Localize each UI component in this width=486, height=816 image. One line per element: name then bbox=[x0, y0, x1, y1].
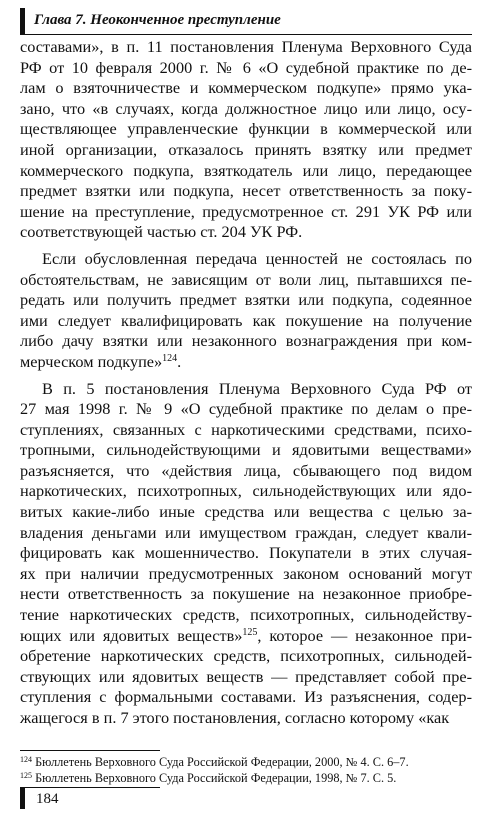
footer-marker-bar bbox=[20, 787, 25, 809]
text-line bbox=[20, 379, 472, 400]
text-line bbox=[20, 119, 472, 140]
header-marker-bar bbox=[20, 8, 25, 34]
text-line bbox=[20, 481, 472, 502]
line-text: ими следует квалифицировать как покушение на получение bbox=[20, 310, 472, 330]
line-text: либо дачу взятки или незаконного вознаграждения при ком- bbox=[20, 331, 472, 351]
line-text-after-ref: . bbox=[177, 351, 182, 371]
text-line bbox=[20, 626, 472, 647]
line-text: 27 мая 1998 г. № 9 «О судебной практике по делам о пре- bbox=[20, 399, 472, 419]
running-title: Глава 7. Неоконченное преступление bbox=[34, 12, 281, 28]
footnote bbox=[20, 754, 472, 770]
line-text: составами», в п. 11 постановления Пленума Верховного Суда bbox=[20, 37, 472, 56]
line-text: ществляющее управленческие функции в коммерческой или bbox=[20, 119, 472, 139]
text-line bbox=[20, 440, 472, 461]
line-text: разъясняется, что «действия лица, сбывающего под видом bbox=[20, 460, 472, 480]
line-text: витых какие-либо иные средства или вещества с целью за- bbox=[20, 502, 472, 522]
line-text: тение наркотических средств, психотропных, сильнодейству- bbox=[20, 605, 472, 625]
paragraph bbox=[20, 37, 472, 243]
line-text: В п. 5 постановления Пленума Верховного Суда РФ от bbox=[42, 378, 472, 398]
line-text: предмет взятки или подкупа, несет ответственность за поку- bbox=[20, 181, 472, 201]
footnote-text: Бюллетень Верховного Суда Российской Федерации, 2000, № 4. С. 6–7. bbox=[32, 755, 409, 769]
line-text: мерческом подкупе» bbox=[20, 351, 163, 371]
text-line bbox=[20, 161, 472, 182]
text-line bbox=[20, 399, 472, 420]
line-text: обстоятельствам, не зависящим от воли лиц, пытавшихся пе- bbox=[20, 269, 472, 289]
text-line bbox=[20, 270, 472, 291]
line-text: зано, что «в случаях, когда должностное лицо или лицо, осу- bbox=[20, 98, 472, 118]
footnote-number: 124 bbox=[20, 755, 32, 764]
text-line bbox=[20, 99, 472, 120]
line-text: шение на преступление, предусмотренное ст. 291 УК РФ или bbox=[20, 201, 472, 221]
line-text: ступлениях, связанных с наркотическими средствами, психо- bbox=[20, 419, 472, 439]
line-text: РФ от 10 февраля 2000 г. № 6 «О судебной практике по де- bbox=[20, 57, 472, 77]
text-line bbox=[20, 646, 472, 667]
page-footer bbox=[20, 783, 472, 809]
footnotes bbox=[20, 754, 472, 786]
line-text: ях при наличии предусмотренных законом оснований могут bbox=[20, 563, 472, 583]
text-line bbox=[20, 222, 472, 243]
line-text-after-ref: , которое — незаконное при- bbox=[257, 625, 473, 645]
line-text: тропными, сильнодействующими и ядовитыми веществами» bbox=[20, 440, 472, 460]
text-line bbox=[20, 37, 472, 58]
line-text: ющих или ядовитых веществ» bbox=[20, 625, 243, 645]
paragraph bbox=[20, 379, 472, 729]
text-line bbox=[20, 331, 472, 352]
line-text: фицировать как мошенничество. Покупатели в этих случая- bbox=[20, 543, 472, 563]
footnote-ref[interactable]: 124 bbox=[162, 352, 178, 364]
line-text: обретение наркотических средств, психотропных, сильнодей- bbox=[20, 646, 472, 666]
text-line bbox=[20, 461, 472, 482]
text-line bbox=[20, 311, 472, 332]
line-text: коммерческого подкупа, взяткодатель или лицо, передающее bbox=[20, 160, 472, 180]
book-page bbox=[20, 8, 472, 808]
text-line bbox=[20, 78, 472, 99]
text-line bbox=[20, 687, 472, 708]
text-line bbox=[20, 202, 472, 223]
text-line bbox=[20, 290, 472, 311]
page-number: 184 bbox=[36, 791, 59, 807]
footer-rule bbox=[20, 787, 160, 788]
line-text: иной организации, отказалось принять взятку или предмет bbox=[20, 139, 472, 159]
text-line bbox=[20, 420, 472, 441]
footnote-separator bbox=[20, 750, 160, 751]
running-header bbox=[20, 8, 472, 35]
line-text: наркотических, психотропных, сильнодействующих или ядо- bbox=[20, 481, 472, 501]
text-line bbox=[20, 667, 472, 688]
text-line bbox=[20, 249, 472, 270]
footnote-text: Бюллетень Верховного Суда Российской Федерации, 1998, № 7. С. 5. bbox=[32, 771, 397, 785]
text-line bbox=[20, 584, 472, 605]
text-line bbox=[20, 605, 472, 626]
line-text: редать или получить предмет взятки или подкупа, содеянное bbox=[20, 290, 472, 310]
text-line bbox=[20, 181, 472, 202]
line-text: ствующих или ядовитых веществ — представляет собой пре- bbox=[20, 666, 472, 686]
line-text: ступления с формальными составами. Из разъяснения, содер- bbox=[20, 687, 472, 707]
text-line bbox=[20, 140, 472, 161]
body-text bbox=[20, 37, 472, 729]
line-text: жащегося в п. 7 этого постановления, согласно которому «как bbox=[20, 708, 450, 727]
line-text: Если обусловленная передача ценностей не состоялась по bbox=[42, 248, 472, 268]
text-line bbox=[20, 564, 472, 585]
line-text: владения деньгами или имуществом граждан, следует квали- bbox=[20, 522, 472, 542]
line-text: нести ответственность за покушение на незаконное приобре- bbox=[20, 584, 472, 604]
line-text: лам о взяточничестве и коммерческом подкупе» прямо ука- bbox=[20, 78, 472, 98]
text-line bbox=[20, 523, 472, 544]
line-text: соответствующей частью ст. 204 УК РФ. bbox=[20, 222, 303, 242]
text-line bbox=[20, 58, 472, 79]
text-line bbox=[20, 543, 472, 564]
paragraph bbox=[20, 249, 472, 373]
text-line bbox=[20, 502, 472, 523]
footnote-number: 125 bbox=[20, 771, 32, 780]
text-line bbox=[20, 352, 472, 373]
text-line bbox=[20, 708, 472, 729]
footnote-ref[interactable]: 125 bbox=[242, 626, 258, 638]
